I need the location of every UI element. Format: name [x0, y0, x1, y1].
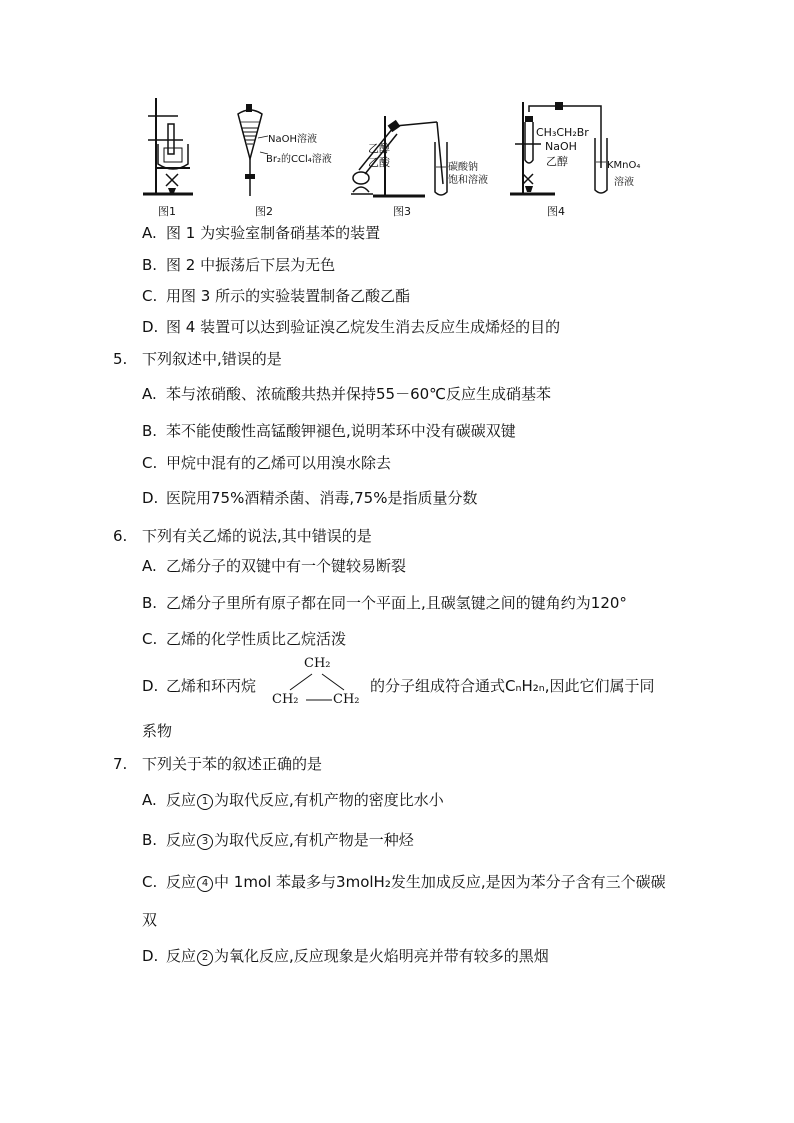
q6-option-d-after: 的分子组成符合通式CₙH₂ₙ,因此它们属于同	[370, 677, 655, 695]
q5-number: 5.	[113, 350, 128, 368]
figure-4-text-bromoethane: CH₃CH₂Br	[536, 126, 589, 139]
q7-option-a: A. 反应 1 为取代反应,有机产物的密度比水小	[142, 791, 444, 809]
q5-option-a: A. 苯与浓硝酸、浓硫酸共热并保持55－60℃反应生成硝基苯	[142, 385, 552, 403]
ring-bonds	[280, 670, 360, 706]
q6-option-b: B. 乙烯分子里所有原子都在同一个平面上,且碳氢键之间的键角约为120°	[142, 594, 627, 612]
q5-option-b: B. 苯不能使酸性高锰酸钾褪色,说明苯环中没有碳碳双键	[142, 422, 516, 440]
circled-number-3: 3	[197, 834, 213, 850]
figure-3-tube-text-2: 饱和溶液	[448, 175, 488, 186]
figure-4-tube-text-1: KMnO₄	[607, 160, 641, 171]
q7-stem: 下列关于苯的叙述正确的是	[142, 755, 323, 773]
ring-top-ch2: CH₂	[304, 656, 331, 671]
figure-3-flask-text-ethanol: 乙醇	[368, 142, 390, 155]
figure-1-label: 图1	[158, 205, 176, 218]
circled-number-1: 1	[197, 794, 213, 810]
q4-option-c: C. 用图 3 所示的实验装置制备乙酸乙酯	[142, 287, 411, 305]
q7-number: 7.	[113, 755, 128, 773]
q4-option-d: D. 图 4 装置可以达到验证溴乙烷发生消去反应生成烯烃的目的	[142, 318, 561, 336]
q7-option-d: D. 反应 2 为氧化反应,反应现象是火焰明亮并带有较多的黑烟	[142, 947, 549, 965]
q5-stem: 下列叙述中,错误的是	[142, 350, 282, 368]
ring-left-ch2: CH₂	[272, 692, 299, 707]
figure-3-flask-text-acetic-acid: 乙酸	[368, 156, 390, 169]
q5-option-c: C. 甲烷中混有的乙烯可以用溴水除去	[142, 454, 392, 472]
q6-stem: 下列有关乙烯的说法,其中错误的是	[142, 527, 372, 545]
circled-number-2: 2	[197, 950, 213, 966]
figure-3-label: 图3	[393, 205, 411, 218]
q6-option-c: C. 乙烯的化学性质比乙烷活泼	[142, 630, 347, 648]
figure-2-top-text: NaOH溶液	[268, 134, 317, 145]
q7-option-c: C. 反应 4 中 1mol 苯最多与3molH₂发生加成反应,是因为苯分子含有三个碳碳	[142, 873, 666, 891]
q4-option-a: A. 图 1 为实验室制备硝基苯的装置	[142, 224, 381, 242]
figure-3-apparatus	[345, 112, 470, 202]
q6-number: 6.	[113, 527, 128, 545]
q7-option-b: B. 反应 3 为取代反应,有机产物是一种烃	[142, 831, 414, 849]
q4-option-b: B. 图 2 中振荡后下层为无色	[142, 256, 336, 274]
figure-2-pointer-lines	[258, 130, 270, 160]
q6-option-d: D. 乙烯和环丙烷	[142, 677, 257, 695]
figure-4-tube-text-2: 溶液	[614, 177, 634, 188]
figure-4-label: 图4	[547, 205, 565, 218]
figure-4-text-ethanol: 乙醇	[546, 155, 568, 168]
figure-2-bottom-text: Br₂的CCl₄溶液	[266, 154, 332, 165]
figure-1-apparatus	[138, 96, 198, 201]
figure-4-text-naoh: NaOH	[545, 140, 577, 153]
q6-option-a: A. 乙烯分子的双键中有一个键较易断裂	[142, 557, 407, 575]
figure-3-tube-text-1: 碳酸钠	[448, 162, 478, 173]
q6-option-d-continuation: 系物	[142, 722, 173, 740]
figure-2-label: 图2	[255, 205, 273, 218]
circled-number-4: 4	[197, 876, 213, 892]
ring-right-ch2: CH₂	[333, 692, 360, 707]
q7-option-c-continuation: 双	[142, 911, 158, 929]
q5-option-d: D. 医院用75%酒精杀菌、消毒,75%是指质量分数	[142, 489, 478, 507]
